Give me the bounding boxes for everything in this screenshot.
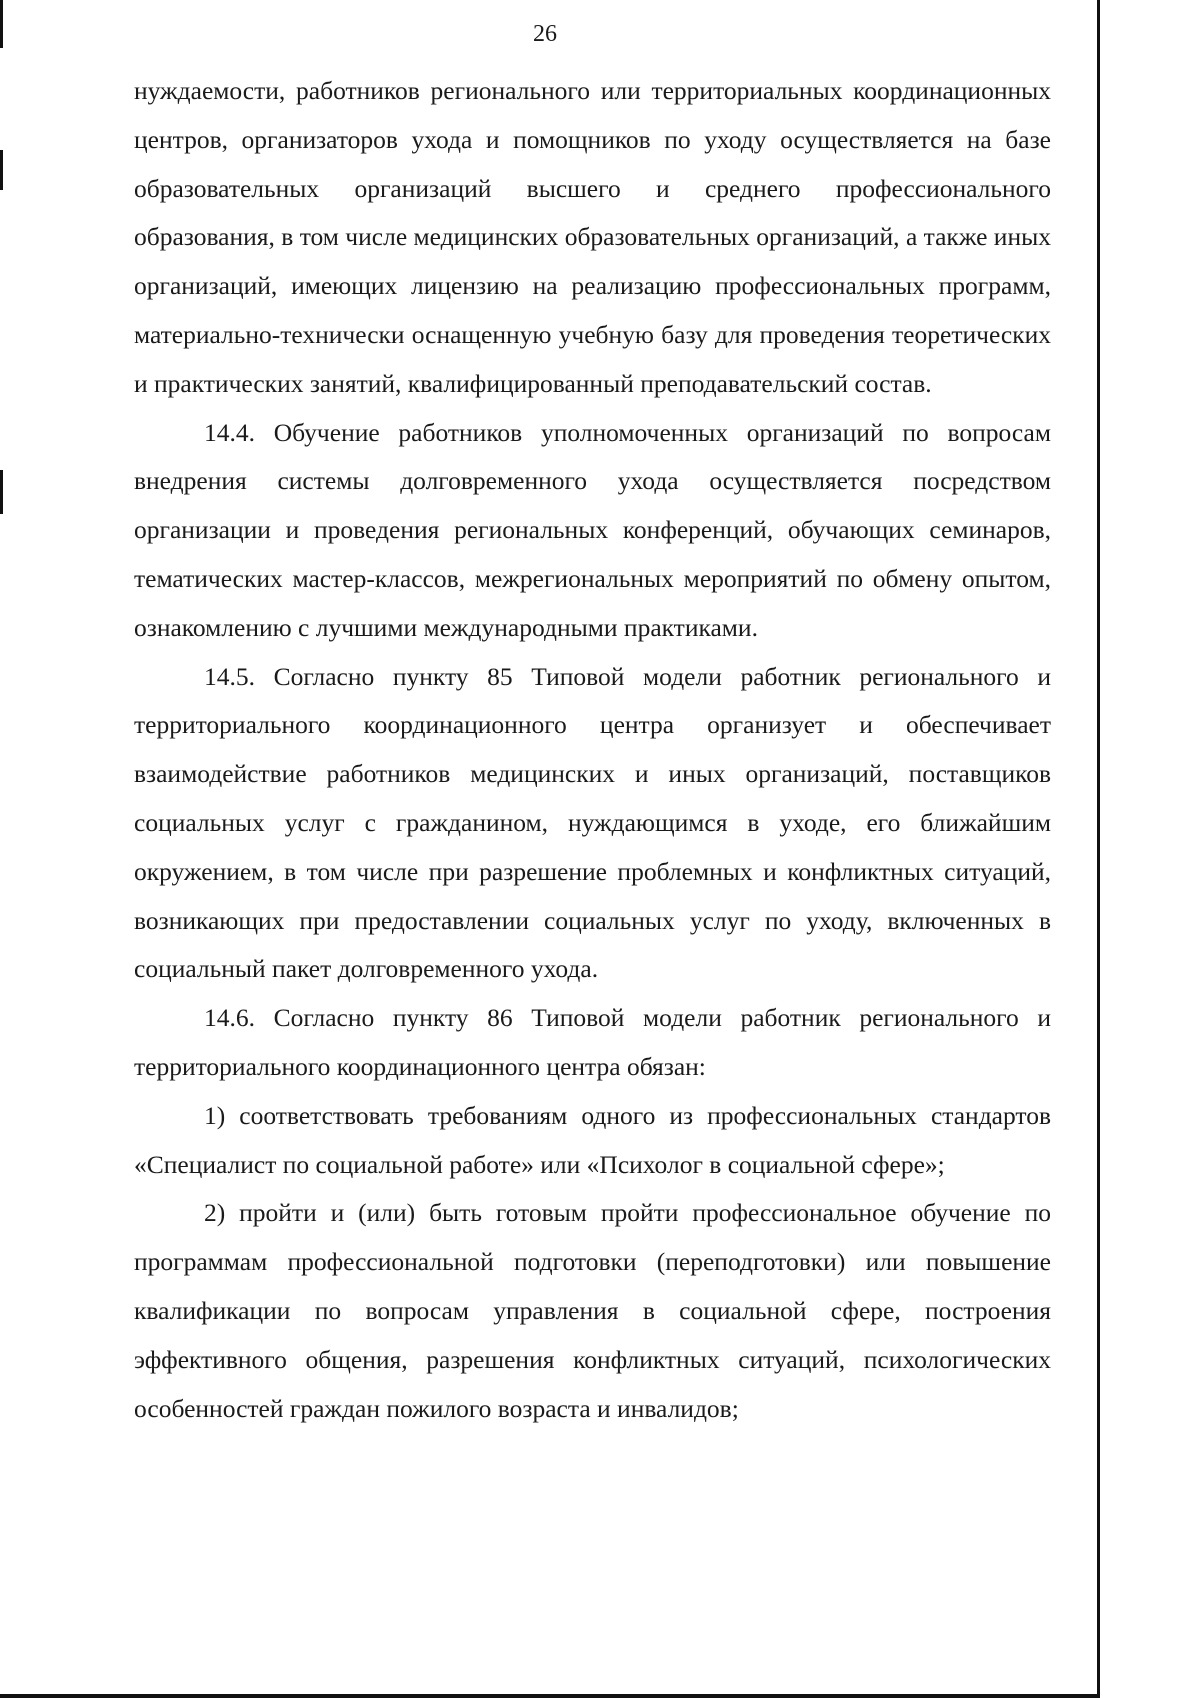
document-body	[134, 67, 1051, 1433]
paragraph-14-5: 14.5. Согласно пункту 85 Типовой модели работник регионального и территориального координационного центра организует и обеспечивает взаимодействие работников медицинских и иных организаций, поставщиков социальных услуг с гражданином, нуждающимся в уходе, его ближайшим окружением, в том числе при разрешение проблемных и конфликтных ситуаций, возникающих при предоставлении социальных услуг по уходу, включенных в социальный пакет долговременного ухода.	[134, 661, 1051, 984]
scan-edge-right	[1097, 0, 1100, 1698]
scan-edge-mark	[0, 470, 3, 514]
page-number: 26	[533, 21, 557, 47]
list-item-1: 1) соответствовать требованиям одного из профессиональных стандартов «Специалист по социальной работе» или «Психолог в социальной сфере»;	[134, 1100, 1051, 1179]
paragraph-14-6: 14.6. Согласно пункту 86 Типовой модели работник регионального и территориального координационного центра обязан:	[134, 1003, 1051, 1081]
scan-edge-mark	[0, 150, 3, 190]
list-item-2: 2) пройти и (или) быть готовым пройти профессиональное обучение по программам профессиональной подготовки (переподготовки) или повышение квалификации по вопросам управления в социальной сфере, построения эффективного общения, разрешения конфликтных ситуаций, психологических особенностей граждан пожилого возраста и инвалидов;	[134, 1198, 1051, 1423]
paragraph-14-4: 14.4. Обучение работников уполномоченных организаций по вопросам внедрения системы долговременного ухода осуществляется посредством организации и проведения региональных конференций, обучающих семинаров, тематических мастер-классов, межрегиональных мероприятий по обмену опытом, ознакомлению с лучшими международными практиками.	[134, 417, 1051, 642]
paragraph-continuation: нуждаемости, работников регионального или территориальных координационных центров, организаторов ухода и помощников по уходу осуществляется на базе образовательных организаций высшего и среднего профессионального образования, в том числе медицинских образовательных организаций, а также иных организаций, имеющих лицензию на реализацию профессиональных программ, материально-технически оснащенную учебную базу для проведения теоретических и практических занятий, квалифицированный преподавательский состав.	[134, 76, 1051, 398]
scan-edge-bottom	[0, 1694, 1100, 1698]
